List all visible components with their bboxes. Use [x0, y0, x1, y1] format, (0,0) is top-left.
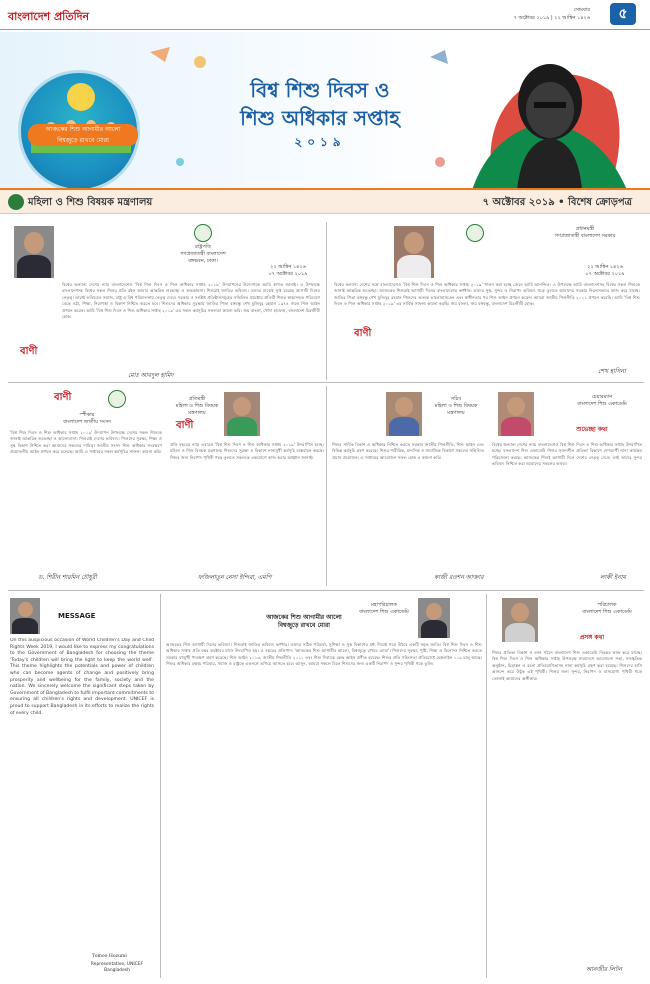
banner-title-line1: বিশ্ব শিশু দিবস ও — [250, 78, 390, 102]
ministry-name: মহিলা ও শিশু বিষয়ক মন্ত্রণালয় — [28, 197, 153, 208]
masthead-date — [514, 6, 590, 22]
minister-bani-label: বাণী — [176, 420, 194, 431]
article-author-photo — [418, 598, 450, 638]
director-photo — [502, 598, 538, 642]
banner-title-block — [205, 76, 435, 154]
president-photo — [14, 226, 54, 278]
president-message — [8, 220, 324, 378]
divider — [8, 590, 644, 591]
chairman-photo — [498, 392, 534, 436]
speaker-designation-block — [12, 412, 162, 426]
speaker-signature: ড. শিরীন শারমিন চৌধুরী — [38, 574, 97, 581]
director-text: শিশুর প্রতিভা বিকাশ ও মনন গঠনে বাংলাদেশ শিশু একাডেমি নিরন্তর কাজ করে যাচ্ছে। বিশ্ব শিশু দিবস ও শিশু অধিকার সপ্তাহ উপলক্ষে সারাদেশে আলোচনা সভা, সাংস্কৃতিক অনুষ্ঠান, চিত্রাঙ্কন ও রচনা প্রতিযোগিতাসহ নানা কর্মসূচি গ্রহণ করা হয়েছে। শিশুদের হাসি আনন্দে ভরে উঠুক এই পৃথিবী। শিশুর জন্য সুন্দর, নিরাপদ ও বাসযোগ্য পৃথিবী গড়ে তোলাই আমাদের অঙ্গীকার। — [492, 650, 642, 681]
director-office: বাংলাদেশ শিশু একাডেমি — [582, 609, 632, 615]
pm-date1: ২২ আশ্বিন ১৪২৬ — [587, 264, 623, 270]
pm-signature: শেখ হাসিনা — [598, 368, 626, 375]
director-message — [490, 594, 644, 978]
secretary-designation: সচিব — [450, 396, 462, 402]
article-author-office: বাংলাদেশ শিশু একাডেমি — [359, 609, 409, 615]
director-designation-block — [570, 602, 644, 616]
unicef-signature-title: Representative, UNICEF Bangladesh — [90, 962, 144, 973]
speaker-message — [8, 386, 164, 586]
president-date1: ২২ আশ্বিন ১৪২৬ — [270, 264, 306, 270]
minister-text: প্রতি বছরের ন্যায় এবারও 'বিশ্ব শিশু দিবস ও শিশু অধিকার সপ্তাহ ২০১৯' উদযাপিত হচ্ছে। মহিলা ও শিশু বিষয়ক মন্ত্রণালয় শিশুদের সুরক্ষা ও বিকাশে নানামুখী কর্মসূচি বাস্তবায়ন করছে। শিশুর জন্য নিরাপদ পৃথিবী গড়ে তুলতে সকলকে একযোগে কাজ করার আহ্বান জানাই। — [170, 442, 324, 460]
ministry-bar — [0, 188, 650, 214]
bangabandhu-portrait-icon — [462, 42, 632, 188]
divider — [326, 222, 327, 380]
chairman-title: শুভেচ্ছা কথা — [576, 426, 608, 433]
chairman-message — [490, 386, 644, 586]
government-emblem-icon — [108, 390, 126, 408]
feature-article — [164, 594, 484, 978]
banner-year: ২০১৯ — [294, 135, 346, 149]
article-title-line1: আজকের শিশু আগামীর আলো — [266, 614, 342, 621]
speaker-designation: স্পীকার — [79, 412, 95, 418]
secretary-photo — [386, 392, 422, 436]
chairman-office: বাংলাদেশ শিশু একাডেমি — [577, 401, 627, 407]
president-designation-block — [168, 244, 238, 265]
supplement-label: ৭ অক্টোবর ২০১৯ • বিশেষ ক্রোড়পত্র — [482, 197, 632, 208]
pm-text: বিশ্বের অন্যান্য দেশের সঙ্গে বাংলাদেশেও 'বিশ্ব শিশু দিবস ও শিশু অধিকার সপ্তাহ ২০১৯' পালন করা হচ্ছে জেনে আমি আনন্দিত। এ উপলক্ষে আমি বাংলাদেশসহ বিশ্বের সকল শিশুকে জানাই আন্তরিক শুভেচ্ছা। আজকের শিশুরাই আগামী দিনের বাংলাদেশের কর্ণধার। তাদের সুস্থ, সুন্দর ও নিরাপদ ভবিষ্যৎ গড়ে তুলতে আমাদের সরকার নিরলসভাবে কাজ করে যাচ্ছে। জাতির পিতা বঙ্গবন্ধু শেখ মুজিবুর রহমান শিশুদের অত্যন্ত ভালোবাসতেন এবং স্বাধীনতার পর শিশু আইন প্রণয়ন করেন। আমরা জাতীয় শিশুনীতি ২০১১ প্রণয়ন করেছি। আমি 'বিশ্ব শিশু দিবস ও শিশু অধিকার সপ্তাহ ২০১৯' এর সার্বিক সাফল্য কামনা করছি। জয় বাংলা, জয় বঙ্গবন্ধু, বাংলাদেশ চিরজীবী হোক। — [334, 282, 640, 307]
unicef-heading: MESSAGE — [58, 612, 96, 620]
banner-title-line2: শিশু অধিকার সপ্তাহ — [240, 106, 400, 130]
masthead-day: সোমবার — [573, 7, 590, 13]
director-title: প্রসঙ্গ কথা — [579, 634, 605, 641]
secretary-signature: কাজী রওশন আক্তার — [434, 574, 484, 581]
government-emblem-icon — [466, 224, 484, 242]
minister-designation-block — [170, 396, 224, 417]
government-emblem-icon — [8, 194, 24, 210]
director-signature: আনজীর লিটন — [586, 966, 622, 973]
unicef-representative-photo — [10, 598, 40, 634]
director-designation: পরিচালক — [597, 602, 617, 608]
president-designation: রাষ্ট্রপতি — [195, 244, 211, 250]
unicef-text: On this auspicious occasion of World Children's Day and Child Rights Week 2019, I would like to express my congratulations to the Government of Bangladesh for choosing the theme 'Today's children will bring the light to keep the world well'. This theme highlights the potentials and power of children who can become agents of change and positively bring prosperity and wellbeing for the family, society and the nation. We sincerely welcome the significant steps taken by Government of Bangladesh to fulfil important commitments to ensuring all children's rights and development. UNICEF is proud to support Bangladesh in its efforts to realize the rights of every child. — [10, 638, 154, 716]
article-text: আজকের শিশু আগামী দিনের ভবিষ্যৎ। শিশুরাই জাতির ভবিষ্যৎ কর্ণধার। তাদের সঠিক পরিচর্যা, সুশিক্ষা ও সুস্থ বিকাশের মধ্য দিয়েই গড়ে উঠবে একটি সমৃদ্ধ জাতি। বিশ্ব শিশু দিবস ও শিশু অধিকার সপ্তাহ প্রতি বছর অক্টোবর মাসে উদযাপিত হয়। এ বছরের প্রতিপাদ্য 'আজকের শিশু আগামীর আলো, বিশ্বজুড়ে রাখবে মোরা'। শিশুদের সুরক্ষা, পুষ্টি, শিক্ষা ও বিনোদন নিশ্চিত করতে সরকার বহুমুখী পদক্ষেপ গ্রহণ করেছে। শিশু আইন ২০১৩, জাতীয় শিশুনীতি ২০১১ এবং শিশু দিবাযত্ন কেন্দ্র আইন প্রণীত হয়েছে। শিশুর প্রতি সহিংসতা প্রতিরোধে হেল্পলাইন ১০৯ চালু আছে। শিশুর অধিকার রক্ষায় পরিবার, সমাজ ও রাষ্ট্রকে একসঙ্গে এগিয়ে আসতে হবে। আসুন, আমরা সকলে মিলে শিশুদের জন্য একটি নিরাপদ ও সুন্দর পৃথিবী গড়ে তুলি। — [166, 642, 482, 667]
slogan-ribbon — [28, 124, 138, 146]
minister-signature: ফজিলাতুন নেসা ইন্দিরা, এমপি — [198, 574, 272, 581]
slogan-line2: বিশ্বজুড়ে রাখবে মোরা — [57, 137, 109, 144]
sun-icon — [67, 83, 95, 111]
president-text: বিশ্বের অন্যান্য দেশের ন্যায় বাংলাদেশেও 'বিশ্ব শিশু দিবস ও শিশু অধিকার সপ্তাহ ২০১৯' উদযাপনের উদ্যোগকে আমি স্বাগত জানাই। এ উপলক্ষে বাংলাদেশসহ বিশ্বের সকল শিশুর প্রতি রইল আমার আন্তরিক শুভেচ্ছা ও শুভকামনা। শিশুরাই জাতির ভবিষ্যৎ। তাদের মাঝেই সুপ্ত রয়েছে আগামী দিনের নেতৃত্ব। তারাই ভবিষ্যতে সমাজ, রাষ্ট্র ও বিশ্ব পরিচালনায় নেতৃত্ব দেবে। সরকার ও সংশ্লিষ্ট প্রতিষ্ঠানসমূহের সম্মিলিত প্রচেষ্টায় প্রতিটি শিশুর স্বাস্থ্যসম্মত পরিবেশে বেড়ে ওঠা, শিক্ষা, নিরাপত্তা ও বিকাশ নিশ্চিত করতে হবে। শিশুদের অধিকার সুরক্ষায় জাতির পিতা বঙ্গবন্ধু শেখ মুজিবুর রহমান ১৯৭৪ সালে শিশু আইন প্রণয়ন করেন। আমি 'বিশ্ব শিশু দিবস ও শিশু অধিকার সপ্তাহ ২০১৯' এর সকল কর্মসূচির সফলতা কামনা করি। জয় বাংলা, খোদা হাফেজ, বাংলাদেশ চিরজীবী হোক। — [62, 282, 320, 320]
banner — [0, 32, 650, 188]
newspaper-logo: বাংলাদেশ প্রতিদিন — [8, 10, 90, 23]
minister-designation: প্রতিমন্ত্রী — [188, 396, 206, 402]
page-number: ৫ — [610, 3, 636, 25]
pm-office: গণপ্রজাতন্ত্রী বাংলাদেশ সরকার — [554, 233, 616, 239]
secretary-designation-block — [426, 396, 486, 417]
prime-minister-message — [330, 220, 644, 378]
minister-photo — [224, 392, 260, 436]
slogan-line1: আজকের শিশু আগামীর আলো — [45, 126, 121, 133]
speaker-text: 'বিশ্ব শিশু দিবস ও শিশু অধিকার সপ্তাহ ২০১৯' উদযাপন উপলক্ষে দেশের সকল শিশুকে জানাই আন্তরিক শুভেচ্ছা ও ভালোবাসা। শিশুরাই দেশের ভবিষ্যৎ। শিশুদের সুরক্ষা, শিক্ষা ও সুস্থ বিকাশ নিশ্চিত করা আমাদের সকলের দায়িত্ব। জাতীয় সংসদ শিশু অধিকার সংরক্ষণে প্রয়োজনীয় আইন প্রণয়ন করে চলেছে। আমি এ সপ্তাহের সকল কর্মসূচির সাফল্য কামনা করি। — [10, 430, 162, 455]
chairman-text: বিশ্বের অন্যান্য দেশের ন্যায় বাংলাদেশেও বিশ্ব শিশু দিবস ও শিশু অধিকার সপ্তাহ উদযাপিত হচ্ছে। বাংলাদেশ শিশু একাডেমি শিশুর সৃজনশীল প্রতিভা বিকাশে দেশব্যাপী নানা কার্যক্রম পরিচালনা করছে। আজকের শিশুই আগামী দিনে দেশের নেতৃত্ব দেবে। তাই তাদের সুন্দর ভবিষ্যৎ নিশ্চিত করা আমাদের সকলের কর্তব্য। — [492, 442, 642, 467]
government-emblem-icon — [194, 224, 212, 242]
president-address: বঙ্গভবন, ঢাকা। — [188, 258, 218, 264]
masthead-date-line: ৭ অক্টোবর ২০১৯ | ২২ আশ্বিন ১৪২৬ — [513, 15, 590, 21]
chairman-signature: লাকী ইনাম — [600, 574, 626, 581]
chairman-designation-block — [560, 394, 644, 408]
president-date2: ০৭ অক্টোবর ২০১৯ — [268, 271, 308, 277]
pm-designation-block — [530, 226, 640, 240]
president-bani-label: বাণী — [20, 346, 38, 357]
article-title — [224, 614, 384, 630]
minister-message — [168, 386, 326, 586]
pm-designation: প্রধানমন্ত্রী — [575, 226, 595, 232]
divider — [8, 382, 644, 383]
unicef-signature: Tomoo Hozumi — [92, 954, 127, 959]
president-date-block — [256, 264, 320, 278]
president-signature: মোঃ আবদুল হামিদ — [128, 372, 174, 379]
article-author-label: মহাপরিচালক — [371, 602, 397, 608]
pm-bani-label: বাণী — [354, 328, 372, 339]
secretary-message — [330, 386, 486, 586]
divider — [160, 594, 161, 978]
masthead — [0, 0, 650, 30]
pm-date2: ০৭ অক্টোবর ২০১৯ — [585, 271, 625, 277]
article-title-line2: বিশ্বজুড়ে রাখবে মোরা — [278, 622, 330, 629]
unicef-message — [8, 594, 156, 978]
chairman-designation: চেয়ারম্যান — [591, 394, 613, 400]
secretary-office: মহিলা ও শিশু বিষয়ক মন্ত্রণালয় — [434, 403, 478, 416]
speaker-bani-label: বাণী — [54, 392, 72, 403]
divider — [326, 386, 327, 586]
secretary-text: শিশুর সার্বিক বিকাশ ও অধিকার নিশ্চিত করতে সরকার জাতীয় শিশুনীতি, শিশু আইন এবং বিভিন্ন কর্মসূচি গ্রহণ করেছে। শিশুর শারীরিক, মানসিক ও সামাজিক বিকাশে সকলের সম্মিলিত প্রয়াস প্রয়োজন। এ সপ্তাহের আয়োজন সফল হোক এ কামনা করি। — [332, 442, 484, 460]
prime-minister-photo — [394, 226, 434, 278]
pm-date-block — [570, 264, 640, 278]
minister-office: মহিলা ও শিশু বিষয়ক মন্ত্রণালয় — [175, 403, 219, 416]
speaker-office: বাংলাদেশ জাতীয় সংসদ — [63, 419, 111, 425]
divider — [486, 594, 487, 978]
president-office: গণপ্রজাতন্ত্রী বাংলাদেশ — [180, 251, 226, 257]
